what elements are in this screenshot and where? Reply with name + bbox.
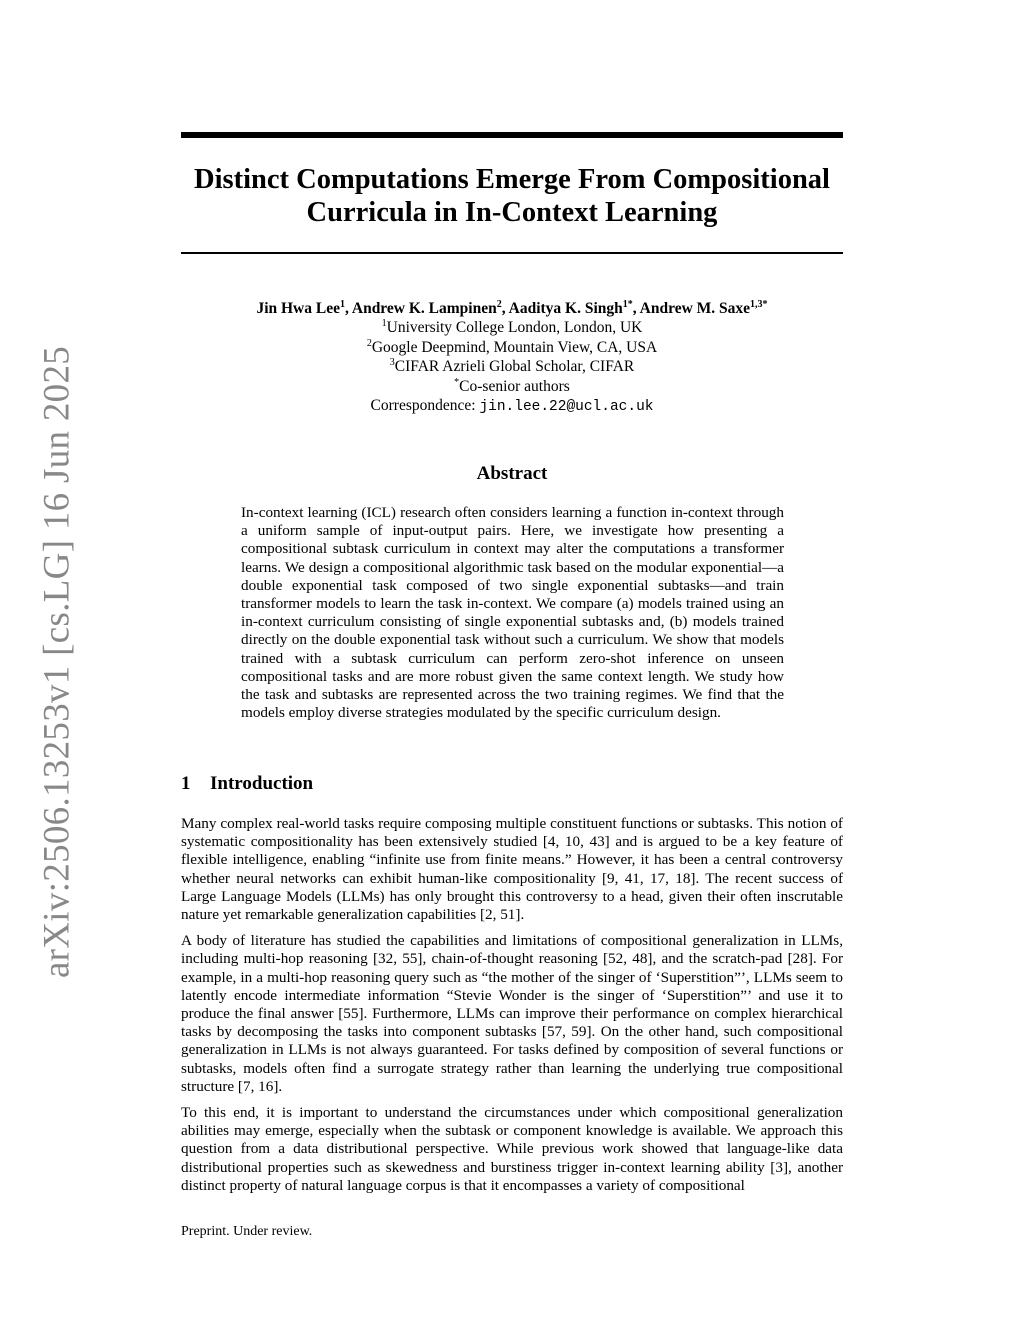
affiliation-text: CIFAR Azrieli Global Scholar, CIFAR	[394, 358, 635, 376]
arxiv-identifier: arXiv:2506.13253v1 [cs.LG] 16 Jun 2025	[36, 345, 78, 979]
author-name: Jin Hwa Lee	[256, 300, 340, 317]
section-title: Introduction	[210, 773, 314, 794]
paper-title: Distinct Computations Emerge From Compositional Curricula in In-Context Learning	[194, 164, 830, 228]
affiliation-text: Google Deepmind, Mountain View, CA, USA	[371, 338, 658, 356]
author-name: Andrew K. Lampinen	[351, 300, 497, 317]
affiliation	[181, 377, 843, 396]
affiliation-mark: 2	[366, 337, 372, 349]
correspondence-label: Correspondence:	[370, 397, 476, 415]
author-affiliation-mark: 1*	[622, 298, 633, 310]
author-name: Andrew M. Saxe	[639, 300, 751, 317]
intro-paragraph: Many complex real-world tasks require composing multiple constituent functions or subtasks. This notion of systematic compositionality has been extensively studied [4, 10, 43] and is argued to be a key feature of flexible intelligence, enabling “infinite use from finite means.” However, it has been a central controversy whether neural networks can exhibit human-like compositionality [9, 41, 17, 18]. The recent success of Large Language Models (LLMs) has only brought this controversy to a head, given their often inscrutable nature yet remarkable generalization capabilities [2, 51].	[181, 815, 843, 924]
title-top-rule	[181, 132, 843, 138]
abstract-text: In-context learning (ICL) research often considers learning a function in-context through a uniform sample of input-output pairs. Here, we investigate how presenting a compositional subtask curriculum in context may alter the computations a transformer learns. We design a compositional algorithmic task based on the modular exponential—a double exponential task composed of two single exponential subtasks—and train transformer models to learn the task in-context. We compare (a) models trained using an in-context curriculum consisting of single exponential subtasks and, (b) models trained directly on the double exponential task without such a curriculum. We show that models trained with a subtask curriculum can perform zero-shot inference on unseen compositional tasks and are more robust given the same context length. We study how the task and subtasks are represented across the two training regimes. We find that the models employ diverse strategies modulated by the specific curriculum design.	[241, 504, 784, 722]
affiliation-mark: *	[454, 376, 460, 388]
author-affiliation-mark: 1	[339, 298, 345, 310]
affiliation-text: Co-senior authors	[459, 377, 570, 395]
introduction-body	[181, 815, 843, 1203]
affiliation-text: University College London, London, UK	[386, 319, 643, 337]
preprint-footer: Preprint. Under review.	[181, 1224, 313, 1239]
author-affiliation-mark: 2	[496, 298, 502, 310]
affiliation-mark: 3	[389, 357, 395, 369]
title-bottom-rule	[181, 252, 843, 254]
affiliation	[181, 338, 843, 357]
affiliation	[181, 357, 843, 376]
abstract-heading: Abstract	[476, 463, 548, 484]
author-list: Jin Hwa Lee$^1$, Andrew K. Lampinen$^2$, Aaditya K. Singh$^{1*}$, Andrew M. Saxe$^{1,3*}$	[256, 298, 768, 317]
section-number: 1	[181, 773, 191, 794]
correspondence	[181, 396, 843, 417]
intro-paragraph: A body of literature has studied the capabilities and limitations of compositional generalization in LLMs, including multi-hop reasoning [32, 55], chain-of-thought reasoning [52, 48], and the scratch-pad [28]. For example, in a multi-hop reasoning query such as “the mother of the singer of ‘Superstition”’, LLMs seem to latently encode intermediate information “Stevie Wonder is the singer of ‘Superstition”’ and use it to produce the final answer [55]. Furthermore, LLMs can improve their performance on complex hierarchical tasks by decomposing the tasks into component subtasks [57, 59]. On the other hand, such compositional generalization in LLMs is not always guaranteed. For tasks defined by composition of several functions or subtasks, models often find a surrogate strategy rather than learning the underlying true compositional structure [7, 16].	[181, 932, 843, 1095]
author-name: Aaditya K. Singh	[508, 300, 623, 317]
author-affiliation-mark: 1,3*	[750, 298, 768, 310]
correspondence-email[interactable]: jin.lee.22@ucl.ac.uk	[479, 399, 654, 416]
author-block	[181, 299, 843, 417]
affiliation-mark: 1	[381, 318, 387, 330]
affiliation	[181, 318, 843, 337]
intro-paragraph: To this end, it is important to understand the circumstances under which compositional generalization abilities may emerge, especially when the subtask or component knowledge is available. We approach this question from a data distributional perspective. While previous work showed that language-like data distributional properties such as skewedness and burstiness trigger in-context learning ability [3], another distinct property of natural language corpus is that it encompasses a variety of compositional	[181, 1104, 843, 1194]
section-heading-introduction	[181, 773, 313, 795]
